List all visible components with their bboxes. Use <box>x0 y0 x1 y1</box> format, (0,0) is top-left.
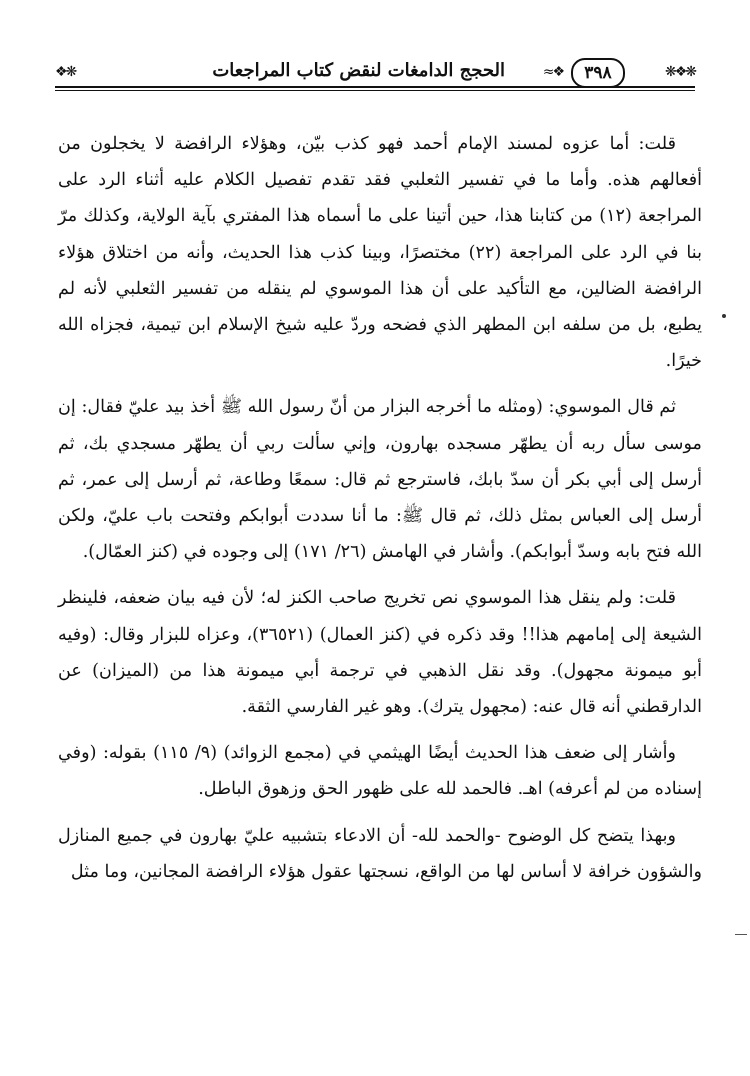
header-rule <box>55 86 695 88</box>
page-header <box>55 56 695 92</box>
ornament-left-icon: ❋❖ <box>55 64 76 80</box>
paragraph-5: وبهذا يتضح كل الوضوح -والحمد لله- أن الادعاء بتشبيه عليّ بهارون في جميع المنازل والشؤون خرافة لا أساس لها من الواقع، نسجتها عقول هؤلاء الرافضة المجانين، وما مثل <box>58 825 702 882</box>
margin-mark <box>735 934 747 935</box>
margin-speck <box>722 314 726 318</box>
page-number: ٣٩٨ <box>571 58 625 88</box>
paragraph-4: وأشار إلى ضعف هذا الحديث أيضًا الهيثمي في (مجمع الزوائد) (٩/ ١١٥) بقوله: (وفي إسناده من لم أعرفه) اهـ. فالحمد لله على ظهور الحق وزهوق الباطل. <box>58 743 702 800</box>
paragraph-1: قلت: أما عزوه لمسند الإمام أحمد فهو كذب بيّن، وهؤلاء الرافضة لا يخجلون من أفعالهم هذه. وأما ما في تفسير الثعلبي فقد تقدم تفصيل الكلام عليه أثناء الرد على المراجعة (١٢) من كتابنا هذا، حين أتينا على ما أسماه هذا المفتري بآية الولاية، وكذلك مرّ بنا في الرد على المراجعة (٢٢) مختصرًا، وبينا كذب هذا الحديث، وأنه من اختلاق هؤلاء الرافضة الضالين، مع التأكيد على أن هذا الموسوي لم ينقله من تفسير الثعلبي لأنه لم يطبع، بل من سلفه ابن المطهر الذي فضحه وردّ عليه شيخ الإسلام ابن تيمية، فجزاه الله خيرًا. <box>58 134 703 372</box>
paragraph-2: ثم قال الموسوي: (ومثله ما أخرجه البزار من أنّ رسول الله ﷺ أخذ بيد عليّ فقال: إن موسى سأل ربه أن يطهّر مسجده بهارون، وإني سألت ربي أن يطهّر مسجدي بك، ثم أرسل إلى أبي بكر أن سدّ بابك، فاسترجع ثم قال: سمعًا وطاعة، ثم أرسل إلى عمر، ثم أرسل إلى العباس بمثل ذلك، ثم قال ﷺ: ما أنا سددت أبوابكم وفتحت باب عليّ، ولكن الله فتح بابه وسدّ أبوابكم). وأشار في الهامش (٢٦/ ١٧١) إلى وجوده في (كنز العمّال). <box>58 397 702 563</box>
header-rule-thin <box>55 90 695 91</box>
running-title: الحجج الدامغات لنقض كتاب المراجعات <box>212 60 505 81</box>
ornament-mid-icon: ❖≈ <box>542 64 563 80</box>
ornament-right-icon: ❋❖❋ <box>664 64 695 80</box>
paragraph-3: قلت: ولم ينقل هذا الموسوي نص تخريج صاحب الكنز له؛ لأن فيه بيان ضعفه، فلينظر الشيعة إلى إمامهم هذا!! وقد ذكره في (كنز العمال) (٣٦٥٢١)، وعزاه للبزار وقال: (وفيه أبو ميمونة مجهول). وقد نقل الذهبي في ترجمة أبي ميمونة هذا من (الميزان) عن الدارقطني أنه قال عنه: (مجهول يترك). وهو غير الفارسي الثقة. <box>58 588 703 718</box>
body-text <box>58 126 702 900</box>
